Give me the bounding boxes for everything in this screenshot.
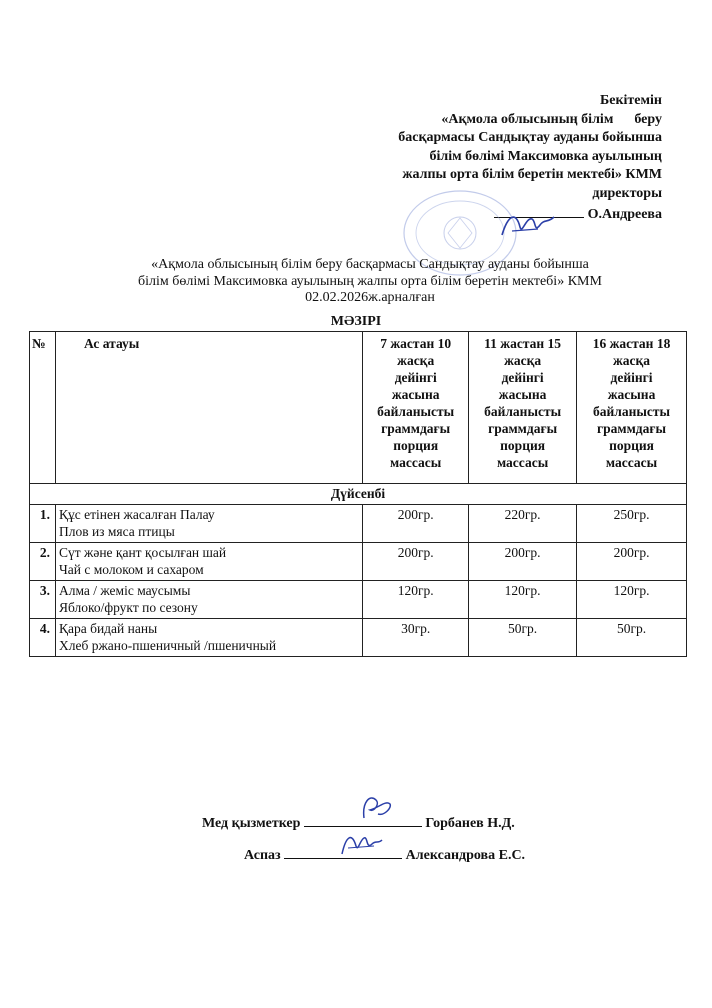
portion-7-10: 120гр.	[363, 581, 469, 619]
header-line: массасы	[605, 455, 658, 470]
row-number: 4.	[30, 619, 56, 657]
header-line: граммдағы	[381, 421, 451, 436]
header-line: жасына	[498, 387, 547, 402]
approval-line: Бекітемін	[599, 93, 662, 108]
header-age-7-10	[363, 332, 469, 484]
portion-16-18: 50гр.	[577, 619, 687, 657]
table-row	[30, 619, 687, 657]
medic-name: Горбанев Н.Д.	[425, 816, 515, 831]
header-line: 11 жастан 15	[484, 336, 562, 351]
header-age-11-15	[469, 332, 577, 484]
header-line: порция	[393, 438, 439, 453]
approval-line: жалпы орта білім беретін мектебі» КММ	[402, 167, 662, 182]
portion-11-15: 220гр.	[469, 505, 577, 543]
header-line: массасы	[496, 455, 549, 470]
dish-name-kz: Алма / жеміс маусымы	[58, 583, 191, 598]
day-row	[30, 484, 687, 505]
table-header-row	[30, 332, 687, 484]
dish-name-ru: Плов из мяса птицы	[58, 523, 175, 539]
portion-16-18: 250гр.	[577, 505, 687, 543]
menu-table	[29, 331, 687, 657]
director-signature-icon	[498, 205, 558, 245]
row-number: 1.	[30, 505, 56, 543]
portion-11-15: 50гр.	[469, 619, 577, 657]
dish-name-kz: Құс етінен жасалған Палау	[58, 507, 215, 522]
header-line: байланысты	[377, 404, 455, 419]
day-label: Дүйсенбі	[30, 484, 687, 505]
header-age-16-18	[577, 332, 687, 484]
header-line: байланысты	[592, 404, 671, 419]
portion-11-15: 200гр.	[469, 543, 577, 581]
header-line: массасы	[390, 455, 442, 470]
portion-16-18: 200гр.	[577, 543, 687, 581]
header-line: байланысты	[484, 404, 562, 419]
cook-signature-icon	[336, 826, 386, 862]
header-line: граммдағы	[597, 421, 667, 436]
header-line: жасына	[391, 387, 440, 402]
table-row	[30, 505, 687, 543]
header-line: порция	[500, 438, 546, 453]
org-title-line: білім бөлімі Максимовка ауылының жалпы орта білім беретін мектебі» КММ	[138, 273, 602, 289]
portion-7-10: 30гр.	[363, 619, 469, 657]
dish-name	[55, 543, 362, 581]
header-line: дейінгі	[501, 370, 544, 385]
header-line: граммдағы	[488, 421, 558, 436]
director-name: О.Андреева	[587, 207, 662, 222]
row-number: 2.	[30, 543, 56, 581]
header-line: 7 жастан 10	[380, 336, 452, 351]
row-number: 3.	[30, 581, 56, 619]
header-line: жасына	[607, 387, 656, 402]
header-number: №	[30, 332, 56, 484]
approval-line: білім бөлімі Максимовка ауылының	[429, 148, 662, 164]
portion-7-10: 200гр.	[363, 505, 469, 543]
approval-line: басқармасы Сандықтау ауданы бойынша	[398, 130, 662, 145]
dish-name	[55, 619, 362, 657]
dish-name-kz: Қара бидай наны	[58, 621, 158, 636]
dish-name-ru: Чай с молоком и сахаром	[58, 561, 204, 577]
menu-title: МӘЗІРІ	[330, 314, 382, 329]
header-line: дейінгі	[610, 370, 653, 385]
dish-name	[55, 505, 362, 543]
medic-signature-icon	[356, 790, 396, 826]
portion-7-10: 200гр.	[363, 543, 469, 581]
header-line: 16 жастан 18	[592, 336, 671, 351]
header-line: порция	[609, 438, 654, 453]
cook-name: Александрова Е.С.	[405, 848, 526, 863]
header-dish-name: Ас атауы	[55, 332, 362, 484]
table-row	[30, 543, 687, 581]
approval-line: «Ақмола облысының білім беру	[441, 111, 662, 127]
approval-line: директоры	[592, 185, 662, 201]
org-title-line: «Ақмола облысының білім беру басқармасы Сандықтау ауданы бойынша	[151, 257, 589, 272]
medic-label: Мед қызметкер	[202, 816, 301, 831]
portion-16-18: 120гр.	[577, 581, 687, 619]
header-line: жасқа	[613, 353, 651, 368]
dish-name-kz: Сүт және қант қосылған шай	[58, 545, 227, 560]
table-row	[30, 581, 687, 619]
dish-name-ru: Хлеб ржано-пшеничный /пшеничный	[58, 637, 277, 653]
portion-11-15: 120гр.	[469, 581, 577, 619]
header-line: дейінгі	[394, 370, 437, 385]
header-line: жасқа	[504, 353, 542, 368]
dish-name	[55, 581, 362, 619]
cook-label: Аспаз	[244, 848, 281, 863]
header-line: жасқа	[397, 353, 435, 368]
menu-date: 02.02.2026ж.арналған	[305, 290, 435, 305]
dish-name-ru: Яблоко/фрукт по сезону	[58, 599, 198, 615]
organization-title	[80, 257, 660, 307]
